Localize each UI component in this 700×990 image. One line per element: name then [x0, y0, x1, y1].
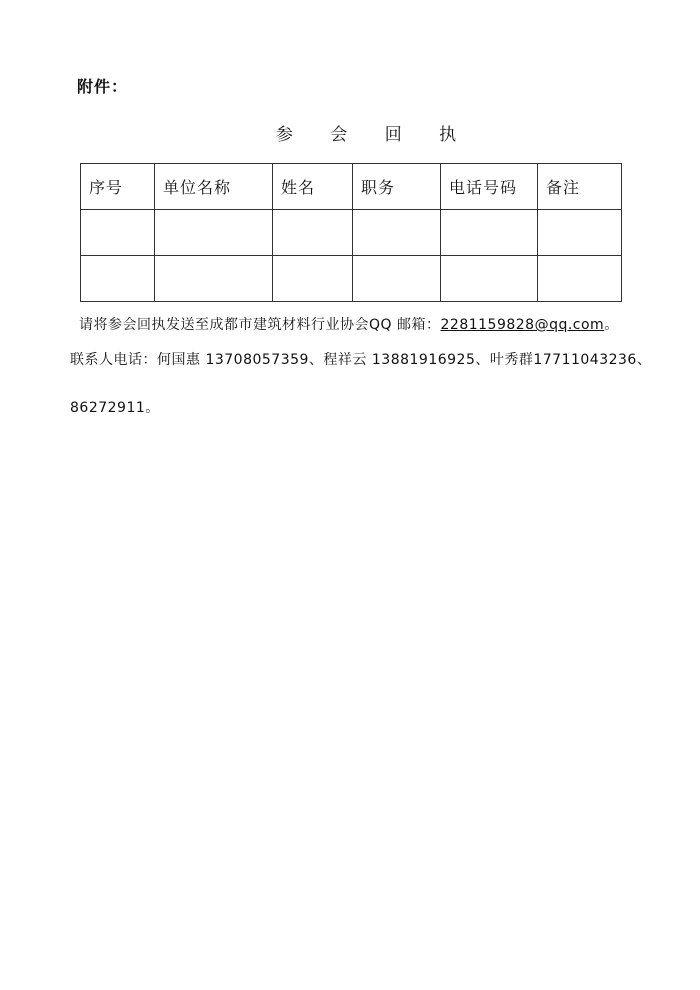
table-cell[interactable] — [353, 256, 441, 302]
header-position: 职务 — [353, 164, 441, 210]
table-cell[interactable] — [81, 210, 155, 256]
table-header-row — [81, 164, 622, 210]
contact-phones-line: 联系人电话：何国惠 13708057359、程祥云 13881916925、叶秀群17711043236、 — [70, 352, 652, 368]
submission-note-suffix: 。 — [604, 317, 619, 333]
contact-phones-continued: 86272911。 — [70, 400, 160, 416]
table-cell[interactable] — [538, 210, 622, 256]
form-title: 参 会 回 执 — [275, 125, 473, 145]
table-cell[interactable] — [538, 256, 622, 302]
receipt-table — [80, 163, 622, 302]
table-cell[interactable] — [273, 210, 353, 256]
attachment-label: 附件： — [77, 77, 129, 96]
header-remarks: 备注 — [538, 164, 622, 210]
table-row — [81, 256, 622, 302]
table-cell[interactable] — [155, 256, 273, 302]
table-cell[interactable] — [155, 210, 273, 256]
table-cell[interactable] — [441, 210, 538, 256]
table-row — [81, 210, 622, 256]
submission-note-text: 请将参会回执发送至成都市建筑材料行业协会QQ 邮箱： — [79, 317, 441, 333]
submission-note — [79, 314, 619, 334]
header-index: 序号 — [81, 164, 155, 210]
email-link[interactable]: 2281159828@qq.com — [440, 317, 605, 333]
header-phone: 电话号码 — [441, 164, 538, 210]
header-organization: 单位名称 — [155, 164, 273, 210]
table-cell[interactable] — [273, 256, 353, 302]
table-cell[interactable] — [441, 256, 538, 302]
table-cell[interactable] — [81, 256, 155, 302]
table-cell[interactable] — [353, 210, 441, 256]
header-name: 姓名 — [273, 164, 353, 210]
